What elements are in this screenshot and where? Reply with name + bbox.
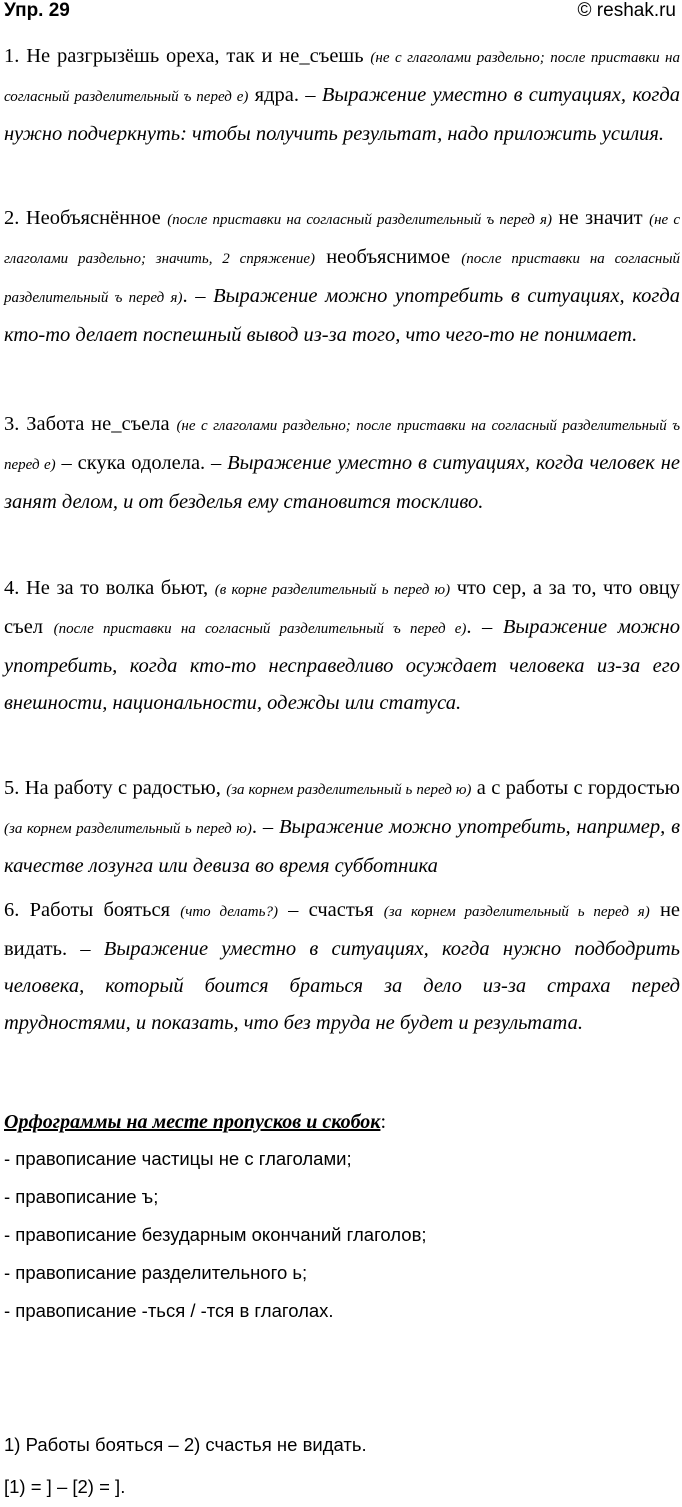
explanation: Выражение можно употребить в ситуациях, когда кто-то делает поспешный вывод из-за того, что чего-то не понимает. [4,285,680,346]
exercise-item-6 [4,892,680,1042]
sentence-text: что сер, а за то, что овцу съел [4,577,680,638]
exercise-item-2 [4,200,680,354]
spelling-note: (после приставки на согласный разделительный ъ перед я) [4,251,681,306]
orthograms-list [4,1140,680,1330]
orthograms-heading: Орфограммы на месте пропусков и скобок: [4,1111,386,1133]
explanation: Выражение можно употребить, например, в качестве лозунга или девиза во время субботника [4,816,681,877]
exercise-item-1 [4,38,680,153]
spelling-note: (не с глаголами раздельно; после приставки на согласный разделительный ъ перед е) [4,50,680,105]
sentence-text: . – [182,285,214,307]
explanation: Выражение уместно в ситуациях, когда нужно подчеркнуть: чтобы получить результат, надо приложить усилия. [4,84,680,145]
sentence-text: 3. Забота не_съела [4,413,177,435]
sentence-text: 5. На работу с радостью, [4,777,227,799]
explanation: Выражение уместно в ситуациях, когда нужно подбодрить человека, который боится браться за дело из-за страха перед трудностями, и показать, что без труда не будет и результата. [4,938,680,1034]
sentence-text: . – [466,616,503,638]
spelling-note: (в корне разделительный ь перед ю) [214,582,451,598]
explanation: Выражение можно употребить, когда кто-то несправедливо осуждает человека из-за его внешности, национальности, одежды или статуса. [4,616,681,714]
list-item: - правописание -ться / -тся в глаголах. [4,1300,334,1321]
sentence-text: – счастья [277,899,384,921]
sentence-text: не значит [551,207,650,229]
sentence-scheme: 1) Работы бояться – 2) счастья не видать. [4,1434,367,1455]
section-title: Орфограммы на месте пропусков и скобок [4,1111,381,1133]
sentence-text: – скука одолела. – [55,452,228,474]
spelling-note: (за корнем разделительный ь перед я) [383,904,650,920]
spelling-note: (за корнем разделительный ь перед ю) [226,782,472,798]
spelling-note: (что делать?) [180,904,278,920]
sentence-formula: [1) = ] – [2) = ]. [4,1476,126,1497]
exercise-item-5 [4,770,680,885]
sentence-text: а с работы с гордостью [471,777,680,799]
explanation: Выражение уместно в ситуациях, когда человек не занят делом, и от безделья ему становится тоскливо. [4,452,680,513]
exercise-number: Упр. 29 [4,0,70,21]
sentence-text: 4. Не за то волка бьют, [4,577,215,599]
page-header [4,0,676,28]
sentence-text: 6. Работы бояться [4,899,181,921]
sentence-text: не видать. – [4,899,681,960]
sentence-text: 2. Необъяснённое [4,207,168,229]
spelling-note: (после приставки на согласный разделительный ъ перед я) [167,212,552,228]
list-item: - правописание безударным окончаний глаголов; [4,1224,427,1245]
exercise-item-3 [4,406,680,521]
spelling-note: (за корнем разделительный ь перед ю) [4,821,252,837]
list-item: - правописание разделительного ь; [4,1262,308,1283]
sentence-text: необъяснимое [315,246,462,268]
sentence-text: ядра. – [248,84,322,106]
sentence-text: . – [251,816,279,838]
sentence-text: 1. Не разгрызёшь ореха, так и не_съешь [4,45,371,67]
exercise-item-4 [4,570,680,722]
spelling-note: (не с глаголами раздельно; после приставки на согласный разделительный ъ перед е) [4,418,680,473]
spelling-note: (не с глаголами раздельно; значить, 2 спряжение) [4,212,681,267]
site-credit: © reshak.ru [577,0,676,21]
list-item: - правописание частицы не с глаголами; [4,1148,352,1169]
spelling-note: (после приставки на согласный разделительный ъ перед е) [53,621,467,637]
list-item: - правописание ъ; [4,1186,159,1207]
